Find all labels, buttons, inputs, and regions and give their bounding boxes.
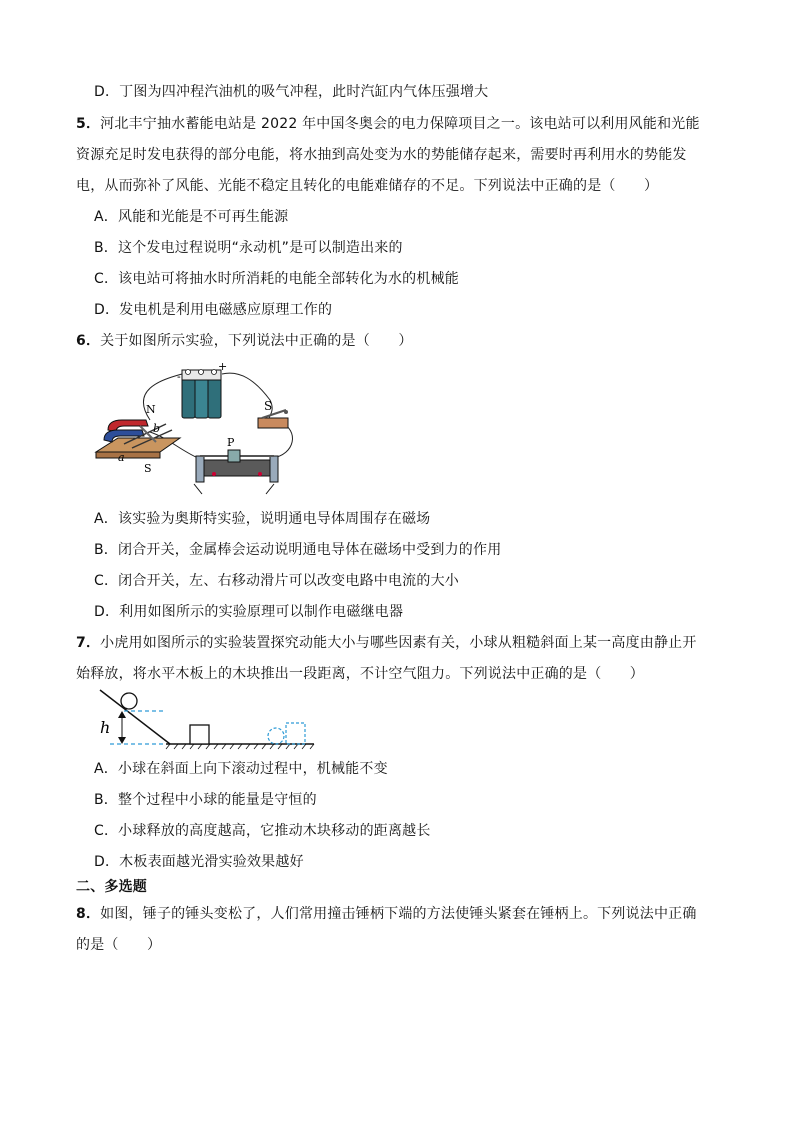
- q5-stem-line3: 电，从而弥补了风能、光能不稳定且转化的电能难储存的不足。下列说法中正确的是（ ）: [76, 178, 659, 194]
- q7-option-b: B．整个过程中小球的能量是守恒的: [94, 792, 317, 808]
- q6-number: 6．: [76, 333, 101, 349]
- magnet-s-label: S: [144, 462, 152, 475]
- q8-stem-line2: 的是（ ）: [76, 937, 162, 953]
- battery-plus-label: +: [218, 360, 228, 373]
- q5-stem-line1: [76, 114, 700, 134]
- q8-stem-line1: [76, 904, 697, 924]
- q6-option-a: A．该实验为奥斯特实验，说明通电导体周围存在磁场: [94, 511, 431, 527]
- q6-stem-text: 关于如图所示实验，下列说法中正确的是（ ）: [100, 333, 413, 349]
- battery-minus-label: -: [177, 370, 181, 383]
- q7-option-d: D．木板表面越光滑实验效果越好: [94, 854, 304, 870]
- section-title-multiple-choice: 二、多选题: [76, 879, 147, 895]
- q6-option-b: B．闭合开关，金属棒会运动说明通电导体在磁场中受到力的作用: [94, 542, 502, 558]
- magnet-apparatus: [96, 420, 180, 458]
- q5-option-c: C．该电站可将抽水时所消耗的电能全部转化为水的机械能: [94, 271, 459, 287]
- q7-number: 7．: [76, 635, 101, 651]
- switch-label: S: [264, 399, 273, 413]
- magnet-n-label: N: [146, 403, 156, 416]
- q5-number: 5．: [76, 116, 101, 132]
- q4-option-d: D．丁图为四冲程汽油机的吸气冲程，此时汽缸内气体压强增大: [94, 84, 489, 100]
- rheostat: [194, 450, 278, 494]
- block-final-position: [286, 723, 305, 744]
- q5-option-a: A．风能和光能是不可再生能源: [94, 209, 289, 225]
- q7-option-a: A．小球在斜面上向下滚动过程中，机械能不变: [94, 761, 388, 777]
- q7-stem-text1: 小虎用如图所示的实验装置探究动能大小与哪些因素有关，小球从粗糙斜面上某一高度由静止开: [100, 635, 697, 651]
- rod-b-label: b: [153, 422, 161, 435]
- q7-incline-figure: [96, 688, 318, 752]
- q6-option-c: C．闭合开关，左、右移动滑片可以改变电路中电流的大小: [94, 573, 459, 589]
- q8-number: 8．: [76, 906, 101, 922]
- q6-stem: [76, 331, 413, 351]
- q8-stem-text1: 如图，锤子的锤头变松了，人们常用撞击锤柄下端的方法使锤头紧套在锤柄上。下列说法中正确: [100, 906, 697, 922]
- rod-a-label: a: [118, 451, 125, 464]
- q5-option-b: B．这个发电过程说明“永动机”是可以制造出来的: [94, 240, 403, 256]
- ball-final-position: [268, 728, 284, 744]
- battery-pack: [182, 370, 221, 419]
- height-h-label: h: [100, 718, 111, 737]
- q6-circuit-figure: [90, 360, 310, 500]
- wood-block: [190, 725, 209, 744]
- slider-p-label: P: [227, 436, 235, 449]
- switch: [258, 410, 288, 428]
- q5-stem-text1: 河北丰宁抽水蓄能电站是 2022 年中国冬奥会的电力保障项目之一。该电站可以利用风能和光能: [100, 116, 700, 132]
- q7-stem-line1: [76, 633, 697, 653]
- q7-option-c: C．小球释放的高度越高，它推动木块移动的距离越长: [94, 823, 431, 839]
- q6-option-d: D．利用如图所示的实验原理可以制作电磁继电器: [94, 604, 404, 620]
- ball: [121, 693, 137, 709]
- q7-stem-line2: 始释放，将水平木板上的木块推出一段距离，不计空气阻力。下列说法中正确的是（ ）: [76, 666, 644, 682]
- q5-stem-line2: 资源充足时发电获得的部分电能，将水抽到高处变为水的势能储存起来，需要时再利用水的势能发: [76, 147, 687, 163]
- q5-option-d: D．发电机是利用电磁感应原理工作的: [94, 302, 333, 318]
